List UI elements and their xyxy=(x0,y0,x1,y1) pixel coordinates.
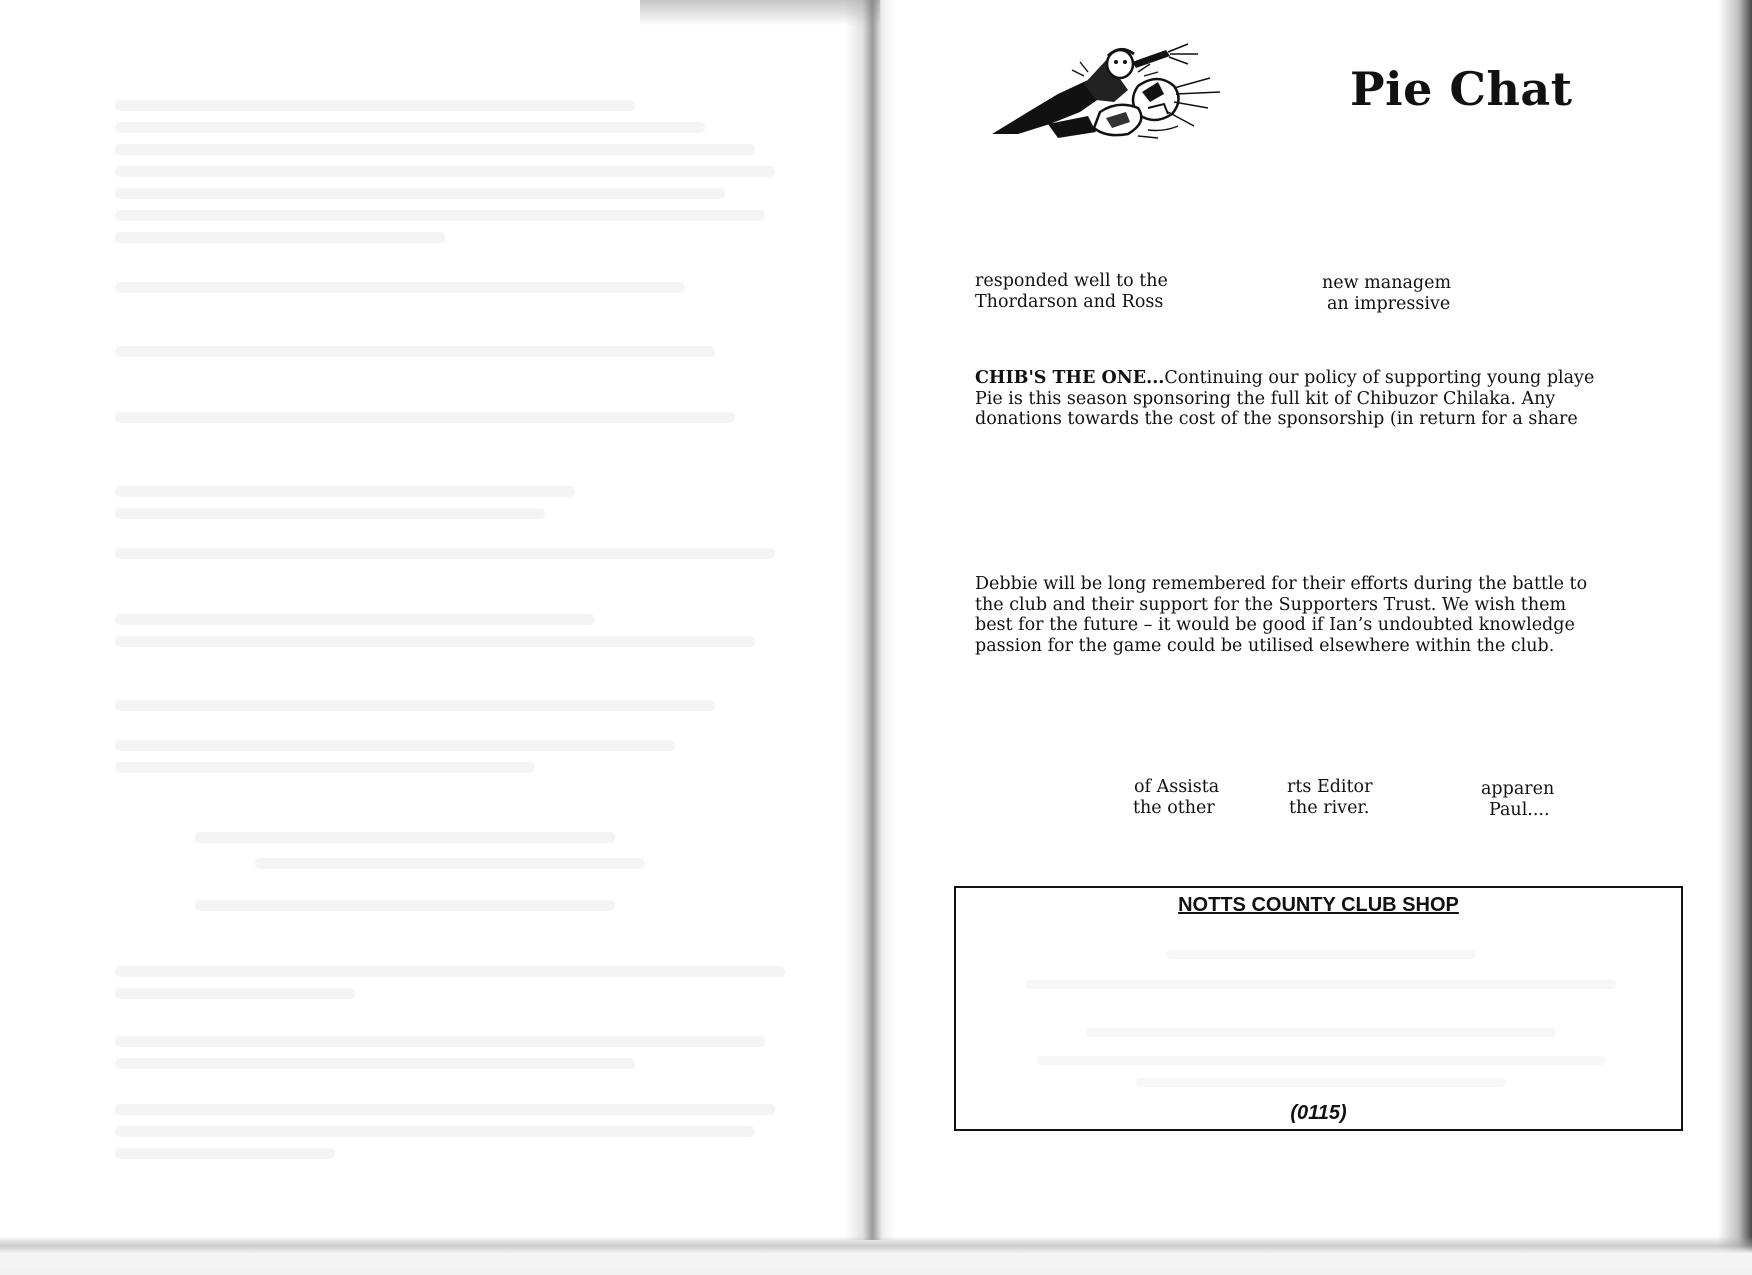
faint-text-line xyxy=(1036,1056,1606,1065)
faint-text-line xyxy=(1136,1078,1506,1087)
fragment-line: Paul.... xyxy=(1489,800,1550,820)
ghost-text-line xyxy=(115,508,545,519)
ghost-text-line xyxy=(115,548,775,559)
ghost-text-line xyxy=(115,1104,775,1115)
page-title: Pie Chat xyxy=(1350,62,1573,116)
chib-line-text: Continuing our policy of supporting young playe xyxy=(1164,368,1595,388)
club-shop-phone: (0115) xyxy=(1290,1102,1347,1124)
fragment-line: an impressive xyxy=(1327,294,1451,314)
spine-top-shadow xyxy=(640,0,880,26)
ghost-text-line xyxy=(115,1148,335,1159)
faint-text-line xyxy=(1026,980,1616,989)
ghost-text-line xyxy=(115,988,355,999)
ghost-text-line xyxy=(115,232,445,243)
fragment-line: apparen xyxy=(1481,779,1555,799)
debbie-paragraph xyxy=(975,574,1635,656)
fragment-line: new managem xyxy=(1322,273,1452,293)
ghost-text-line xyxy=(195,900,615,911)
fragment-line: responded well to the xyxy=(975,271,1168,291)
ghost-text-line xyxy=(115,166,775,177)
chib-paragraph xyxy=(975,368,1635,430)
faint-text-line xyxy=(1086,1028,1556,1037)
ghost-text-line xyxy=(115,282,685,293)
binding-gutter xyxy=(845,0,895,1240)
page-edge-shadow xyxy=(1718,0,1752,1275)
ghost-text-line xyxy=(115,700,715,711)
chib-line xyxy=(975,368,1635,389)
ghost-text-line xyxy=(115,210,765,221)
ghost-text-line xyxy=(115,740,675,751)
ghost-text-line xyxy=(115,122,705,133)
fragment-line: of Assista xyxy=(1134,777,1220,797)
chib-line: donations towards the cost of the sponsorship (in return for a share xyxy=(975,409,1578,429)
cartoon-illustration xyxy=(988,42,1238,142)
ghost-text-line xyxy=(115,614,595,625)
ghost-text-line xyxy=(195,832,615,843)
fragment-line: Thordarson and Ross xyxy=(975,292,1164,312)
club-shop-title: NOTTS COUNTY CLUB SHOP xyxy=(1178,894,1459,916)
debbie-line: best for the future – it would be good if Ian’s undoubted knowledge xyxy=(975,615,1575,635)
fragment-line: the river. xyxy=(1289,798,1370,818)
ghost-text-line xyxy=(115,636,755,647)
fragment-line: rts Editor xyxy=(1287,777,1373,797)
ghost-text-line xyxy=(115,1036,765,1047)
ghost-text-line xyxy=(115,100,635,111)
ghost-text-line xyxy=(115,966,785,977)
ghost-text-line xyxy=(115,1126,755,1137)
debbie-line: passion for the game could be utilised elsewhere within the club. xyxy=(975,635,1555,656)
chib-lead: CHIB'S THE ONE... xyxy=(975,368,1165,388)
faint-text-line xyxy=(1166,950,1476,959)
ghost-text-line xyxy=(115,144,755,155)
fragment-line: the other xyxy=(1133,798,1215,818)
ghost-text-line xyxy=(115,1058,635,1069)
ghost-text-line xyxy=(255,858,645,869)
club-shop-box xyxy=(954,886,1683,1131)
debbie-line: the club and their support for the Supporters Trust. We wish them xyxy=(975,594,1567,615)
debbie-line: Debbie will be long remembered for their efforts during the battle to xyxy=(975,574,1588,594)
page-bottom-edge xyxy=(0,1236,1752,1275)
ghost-text-line xyxy=(115,188,725,199)
ghost-text-line xyxy=(115,346,715,357)
ghost-text-line xyxy=(115,762,535,773)
ghost-text-line xyxy=(115,412,735,423)
ghost-text-line xyxy=(115,486,575,497)
left-page xyxy=(0,0,868,1240)
chib-line: Pie is this season sponsoring the full kit of Chibuzor Chilaka. Any xyxy=(975,388,1556,409)
